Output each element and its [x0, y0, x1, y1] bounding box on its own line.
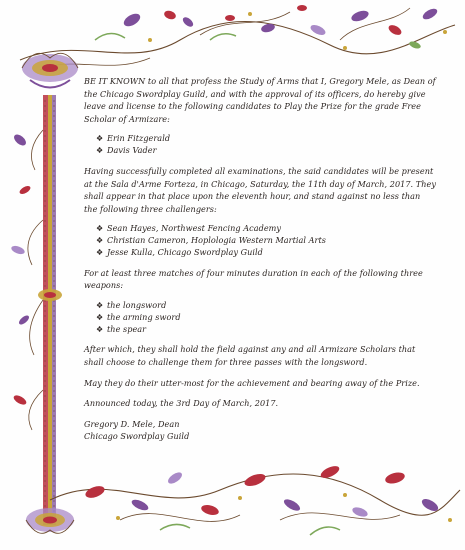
- list-item: ❖ the arming sword: [96, 311, 181, 322]
- candidate-list: [84, 133, 436, 157]
- bullet-icon: ❖: [96, 247, 104, 257]
- left-stem-gold: [48, 95, 52, 525]
- field-paragraph: After which, they shall hold the field against any and all Armizare Scholars that shall choose to challenge them for three passes with the longsword.: [84, 344, 416, 367]
- bullet-icon: ❖: [96, 146, 104, 156]
- list-item: ❖ Davis Vader: [96, 145, 157, 156]
- list-item: ❖ the longsword: [96, 299, 167, 310]
- list-item: ❖ Christian Cameron, Hoplologia Western Martial Arts: [96, 235, 326, 246]
- list-item: ❖ Sean Hayes, Northwest Fencing Academy: [96, 223, 282, 234]
- bullet-icon: ❖: [96, 324, 104, 334]
- bullet-icon: ❖: [96, 134, 104, 144]
- bullet-icon: ❖: [96, 300, 104, 310]
- prize-paragraph: May they do their utter-most for the achievement and bearing away of the Prize.: [84, 377, 420, 388]
- bottom-left-flower: [26, 508, 74, 533]
- matches-paragraph: For at least three matches of four minutes duration in each of the following three weapons:: [84, 267, 423, 291]
- exam-paragraph: Having successfully completed all examinations, the said candidates will be present at the Sala d'Arme Forteza, in Chicago, Saturday, the 11th day of March, 2017. They shall appear in that place upon the eleventh hour, and stand against no less than the following three challengers:: [84, 165, 436, 214]
- signature-block: [84, 418, 436, 443]
- opening-rest: to all that profess the Study of Arms that I, Gregory Mele, as Dean of the Chicago Swordplay Guild, and with the approval of its officers, do hereby give leave and license to the following candidates to Play the Prize for the grade Free Scholar of Armizare:: [84, 76, 436, 124]
- opening-lead: BE IT KNOWN: [84, 76, 146, 86]
- bullet-icon: ❖: [96, 224, 104, 234]
- list-item: ❖ Jesse Kulla, Chicago Swordplay Guild: [96, 246, 263, 257]
- weapon-list: [84, 300, 436, 335]
- signature-name: Gregory D. Mele, Dean: [84, 418, 180, 429]
- bullet-icon: ❖: [96, 236, 104, 246]
- list-item: ❖ Erin Fitzgerald: [96, 133, 171, 144]
- proclamation-text: [84, 75, 436, 443]
- opening-paragraph: [84, 75, 436, 125]
- bullet-icon: ❖: [96, 312, 104, 322]
- announcement-line: Announced today, the 3rd Day of March, 2017.: [84, 398, 279, 409]
- left-stem-red: [43, 95, 48, 525]
- signature-org: Chicago Swordplay Guild: [84, 431, 190, 442]
- challenger-list: [84, 223, 436, 258]
- top-left-flower: [22, 53, 78, 87]
- list-item: ❖ the spear: [96, 323, 147, 334]
